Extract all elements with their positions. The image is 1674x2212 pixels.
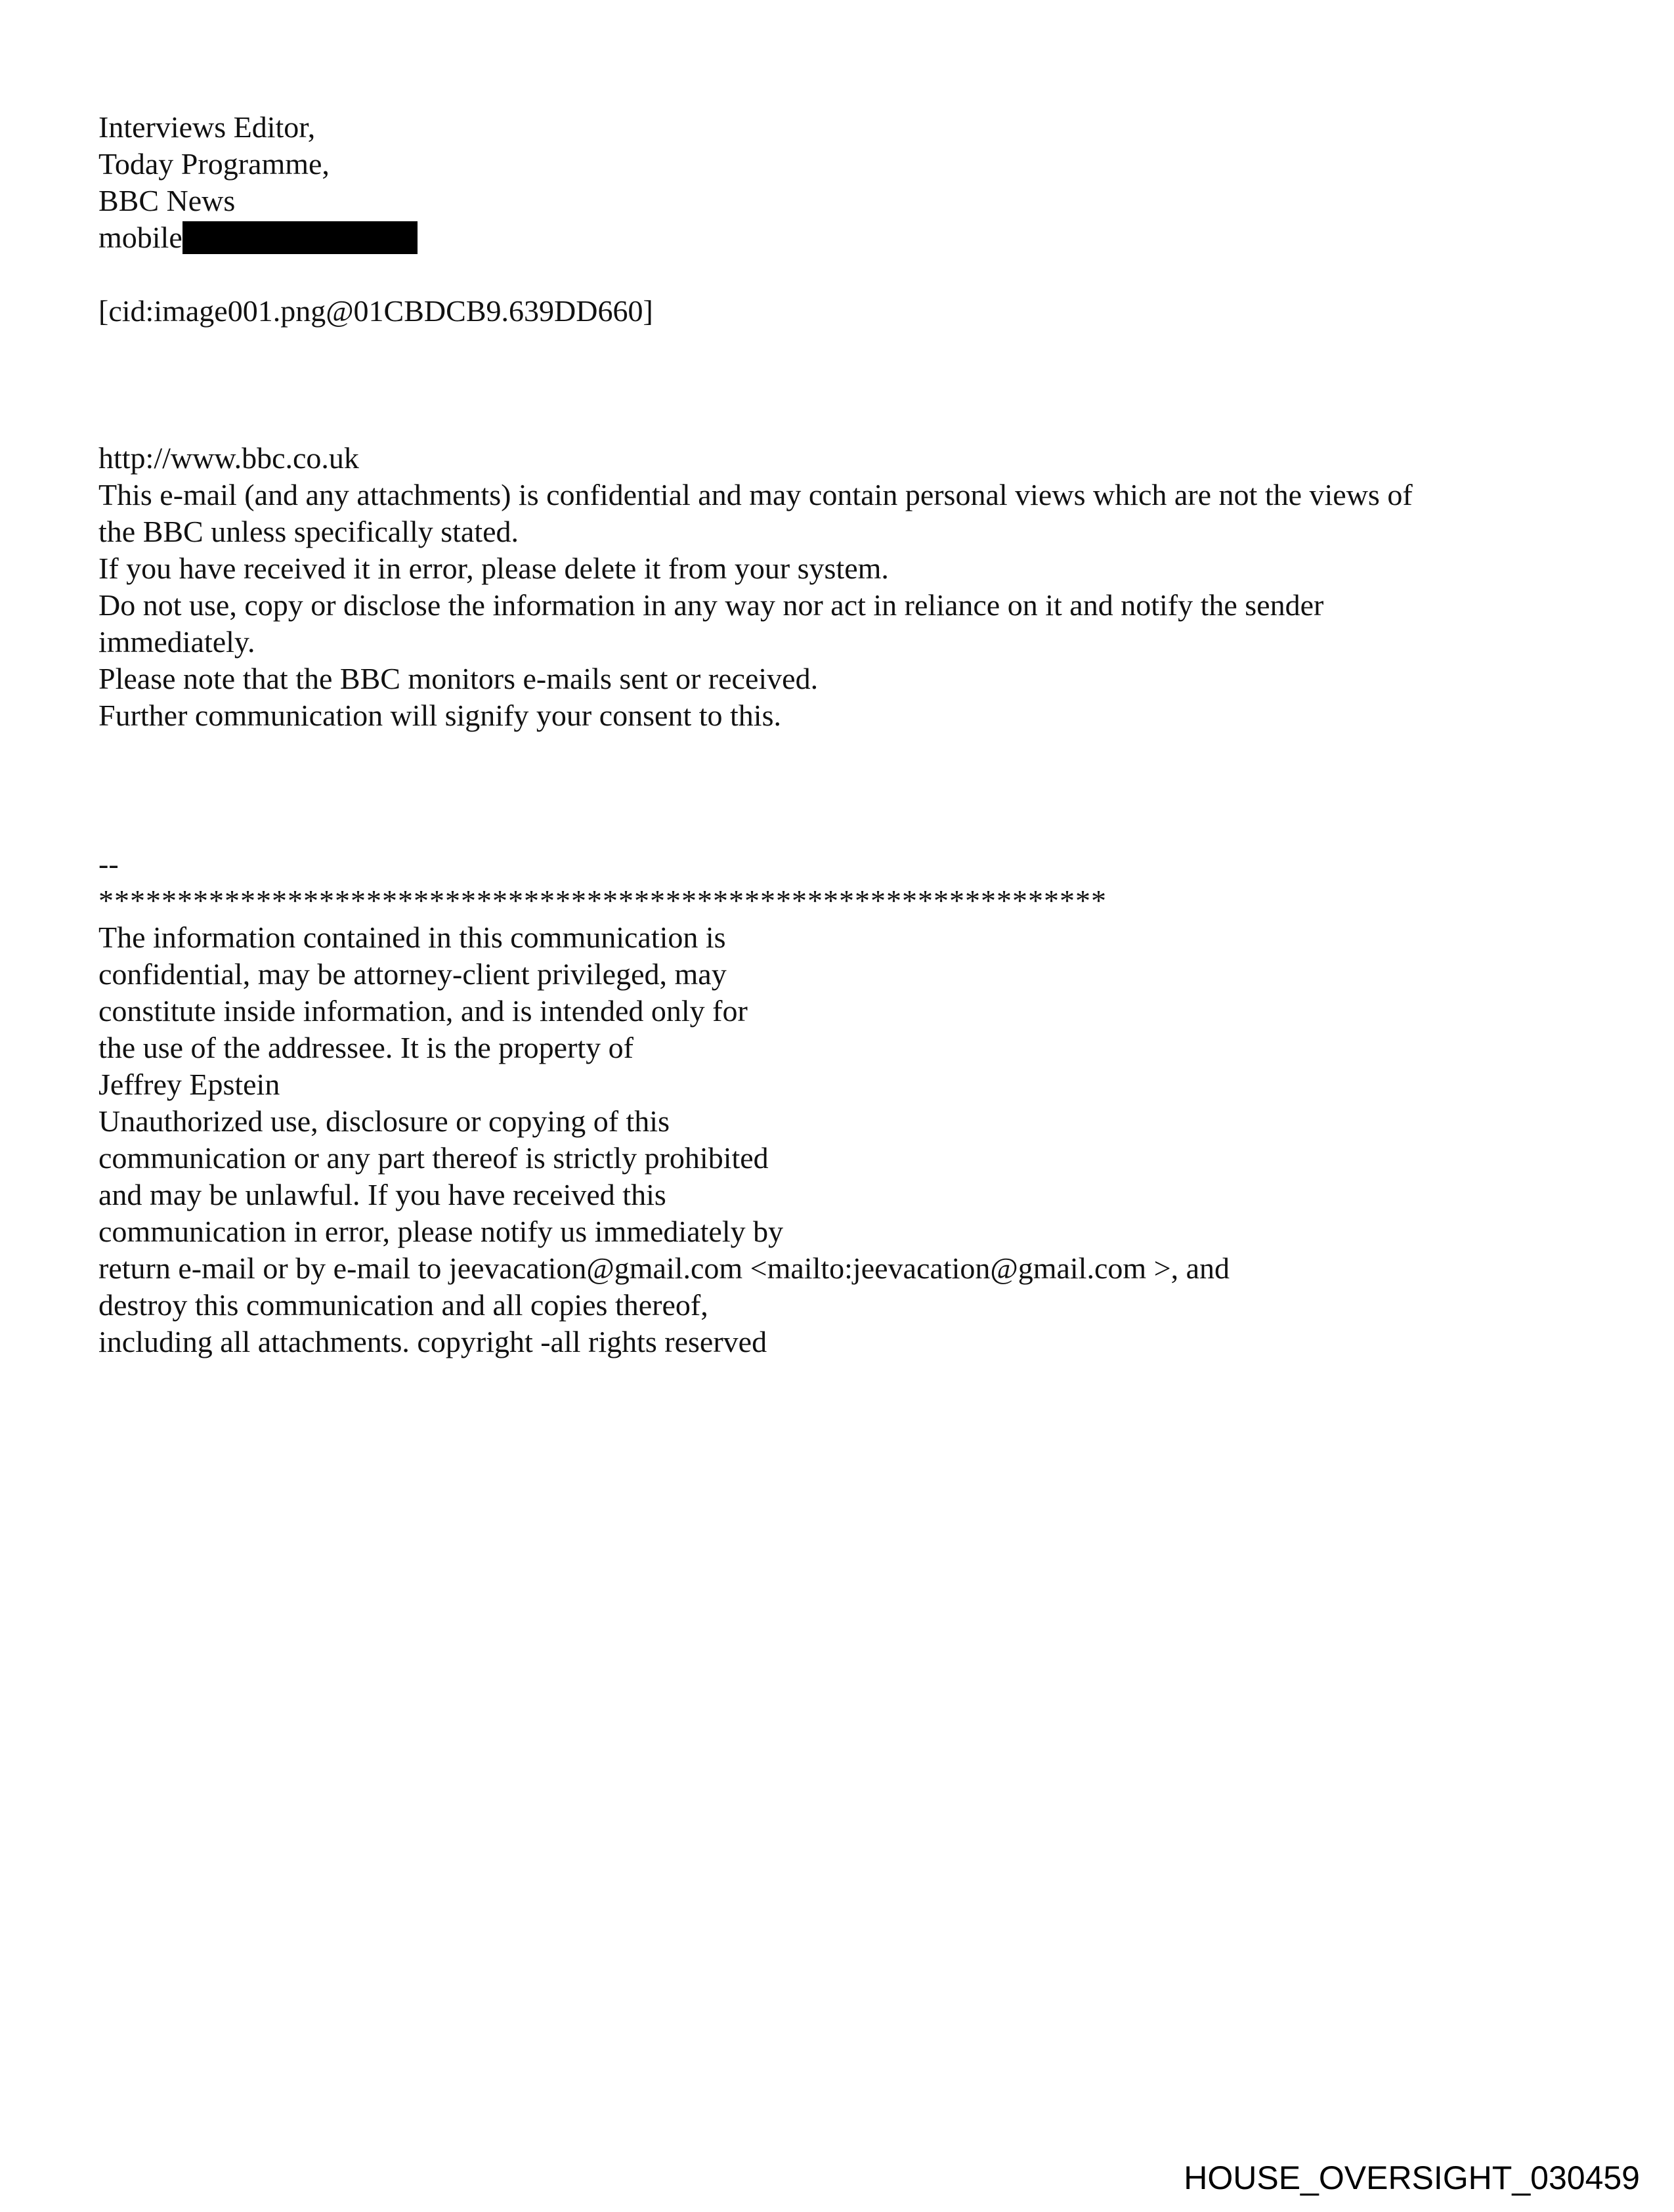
signature-title: Interviews Editor, bbox=[98, 110, 316, 144]
bbc-disclaimer-line: Do not use, copy or disclose the information in any way nor act in reliance on it and notify the sender bbox=[98, 588, 1324, 622]
signature-mobile bbox=[98, 219, 418, 256]
bbc-disclaimer-line: the BBC unless specifically stated. bbox=[98, 515, 519, 548]
bbc-disclaimer bbox=[98, 440, 1413, 734]
footer-line: the use of the addressee. It is the property of bbox=[98, 1031, 633, 1064]
redaction-bar bbox=[182, 221, 418, 254]
footer-separator-stars: **************************************************************** bbox=[98, 884, 1107, 917]
footer-separator-dashes: -- bbox=[98, 847, 119, 880]
footer-line: constitute inside information, and is intended only for bbox=[98, 994, 748, 1028]
bbc-disclaimer-line: Further communication will signify your consent to this. bbox=[98, 699, 781, 732]
bbc-disclaimer-line: If you have received it in error, please delete it from your system. bbox=[98, 552, 889, 585]
sender-signature bbox=[98, 109, 418, 256]
signature-organization: BBC News bbox=[98, 184, 236, 217]
bates-number: HOUSE_OVERSIGHT_030459 bbox=[1184, 2159, 1640, 2196]
bbc-disclaimer-line: immediately. bbox=[98, 625, 255, 659]
confidentiality-footer bbox=[98, 846, 1230, 1360]
bbc-disclaimer-line: Please note that the BBC monitors e-mails sent or received. bbox=[98, 662, 819, 695]
bbc-url: http://www.bbc.co.uk bbox=[98, 441, 359, 475]
signature-programme: Today Programme, bbox=[98, 147, 330, 181]
footer-line: and may be unlawful. If you have received this bbox=[98, 1178, 666, 1211]
footer-line: Jeffrey Epstein bbox=[98, 1068, 280, 1101]
footer-line: communication in error, please notify us immediately by bbox=[98, 1215, 784, 1248]
footer-line: Unauthorized use, disclosure or copying of this bbox=[98, 1104, 670, 1138]
footer-line: communication or any part thereof is strictly prohibited bbox=[98, 1141, 769, 1175]
cid-text: [cid:image001.png@01CBDCB9.639DD660] bbox=[98, 294, 653, 328]
footer-line: including all attachments. copyright -all rights reserved bbox=[98, 1325, 767, 1358]
bbc-disclaimer-line: This e-mail (and any attachments) is confidential and may contain personal views which are not the views of bbox=[98, 478, 1413, 511]
footer-line: The information contained in this communication is bbox=[98, 921, 726, 954]
footer-line: return e-mail or by e-mail to jeevacation@gmail.com <mailto:jeevacation@gmail.com >, and bbox=[98, 1251, 1230, 1285]
footer-line: confidential, may be attorney-client privileged, may bbox=[98, 957, 727, 991]
footer-line: destroy this communication and all copies thereof, bbox=[98, 1288, 708, 1322]
embedded-image-reference bbox=[98, 293, 653, 330]
mobile-label: mobile bbox=[98, 221, 182, 254]
